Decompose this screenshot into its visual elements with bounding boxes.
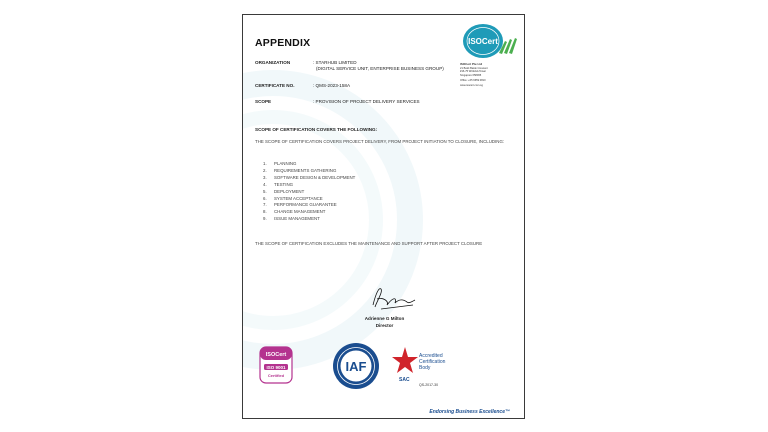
issuer-phone: Office: +65 6659 0810: [460, 78, 486, 82]
appendix-title: APPENDIX: [255, 37, 311, 49]
address-line: #16-75 WCEGA Tower: [460, 70, 487, 74]
list-item: [263, 168, 355, 175]
iaf-badge-text: IAF: [345, 359, 367, 374]
iso-badge-brand: ISOCert: [265, 352, 287, 358]
list-item-text: DEPLOYMENT: [274, 188, 305, 194]
list-item-text: REQUIREMENTS GATHERING: [274, 167, 337, 173]
list-item: [263, 209, 355, 216]
list-item: [263, 175, 355, 182]
list-item: [263, 216, 355, 223]
scope-exclusion: THE SCOPE OF CERTIFICATION EXCLUDES THE MAINTENANCE AND SUPPORT AFTER PROJECT CLOSURE: [255, 241, 483, 246]
list-item-number: 4.: [263, 181, 267, 187]
list-item-text: TESTING: [274, 181, 294, 187]
scope-heading: SCOPE OF CERTIFICATION COVERS THE FOLLOWING:: [255, 127, 378, 132]
field-label: SCOPE: [255, 99, 272, 104]
scope-list: [263, 161, 355, 223]
sac-mark: SAC: [399, 377, 410, 383]
sac-code: QS-2017-30: [419, 383, 439, 387]
address-line: 21 Bukit Batok Crescent: [460, 66, 488, 70]
list-item-text: ISSUE MANAGEMENT: [274, 216, 320, 222]
list-item: [263, 202, 355, 209]
signatory-title: Director: [375, 323, 394, 328]
iso-badge-standard: ISO 9001: [266, 364, 286, 370]
list-item-number: 6.: [263, 195, 267, 201]
isocert-logo-text: ISOCert: [468, 37, 498, 46]
sac-line: Body: [419, 365, 431, 371]
list-item-number: 8.: [263, 209, 267, 215]
list-item-text: SYSTEM ACCEPTANCE: [274, 195, 323, 201]
sac-accredited-badge: [391, 345, 453, 389]
list-item: [263, 189, 355, 196]
field-label: CERTIFICATE NO.: [255, 83, 295, 88]
field-value-line: : STARHUB LIMITED: [313, 60, 357, 65]
isocert-logo: [455, 21, 517, 61]
signatory-name: Adrienne G Milton: [364, 316, 405, 321]
list-item-number: 9.: [263, 216, 267, 222]
issuer-website: www.isocert.com.sg: [460, 83, 483, 87]
tagline: Endorsing Business Excellence™: [429, 409, 510, 415]
sac-line: Accredited: [419, 353, 443, 359]
field-value: : PROVISION OF PROJECT DELIVERY SERVICES: [313, 99, 420, 104]
list-item-number: 2.: [263, 167, 267, 173]
address-line: Singapore 658065: [460, 73, 482, 77]
list-item-text: PLANNING: [274, 161, 297, 166]
iaf-badge: [332, 342, 380, 390]
list-item-number: 1.: [263, 161, 267, 166]
list-item-number: 5.: [263, 188, 267, 194]
list-item: [263, 196, 355, 203]
issuer-company: ISOCert Pte Ltd: [460, 62, 483, 66]
list-item-number: 3.: [263, 174, 267, 180]
list-item-text: CHANGE MANAGEMENT: [274, 209, 326, 215]
list-item-number: 7.: [263, 202, 267, 208]
list-item: [263, 161, 355, 168]
sac-line: Certification: [419, 359, 446, 365]
field-value-line: (DIGITAL SERVICE UNIT, ENTERPRISE BUSINESS GROUP): [316, 66, 444, 71]
field-label: ORGANIZATION: [255, 60, 291, 65]
iso-9001-certified-badge: [259, 345, 293, 385]
signature: [367, 283, 417, 313]
iso-badge-status: Certified: [267, 373, 285, 378]
list-item-text: PERFORMANCE GUARANTEE: [274, 202, 337, 208]
field-value: [313, 60, 473, 72]
list-item: [263, 182, 355, 189]
field-value: : QMS-2023-158A: [313, 83, 351, 88]
certificate-appendix-page: [242, 14, 525, 419]
scope-intro: THE SCOPE OF CERTIFICATION COVERS PROJECT DELIVERY, FROM PROJECT INITIATION TO CLOSURE, INCLUDING:: [255, 139, 505, 144]
list-item-text: SOFTWARE DESIGN & DEVELOPMENT: [274, 174, 356, 180]
